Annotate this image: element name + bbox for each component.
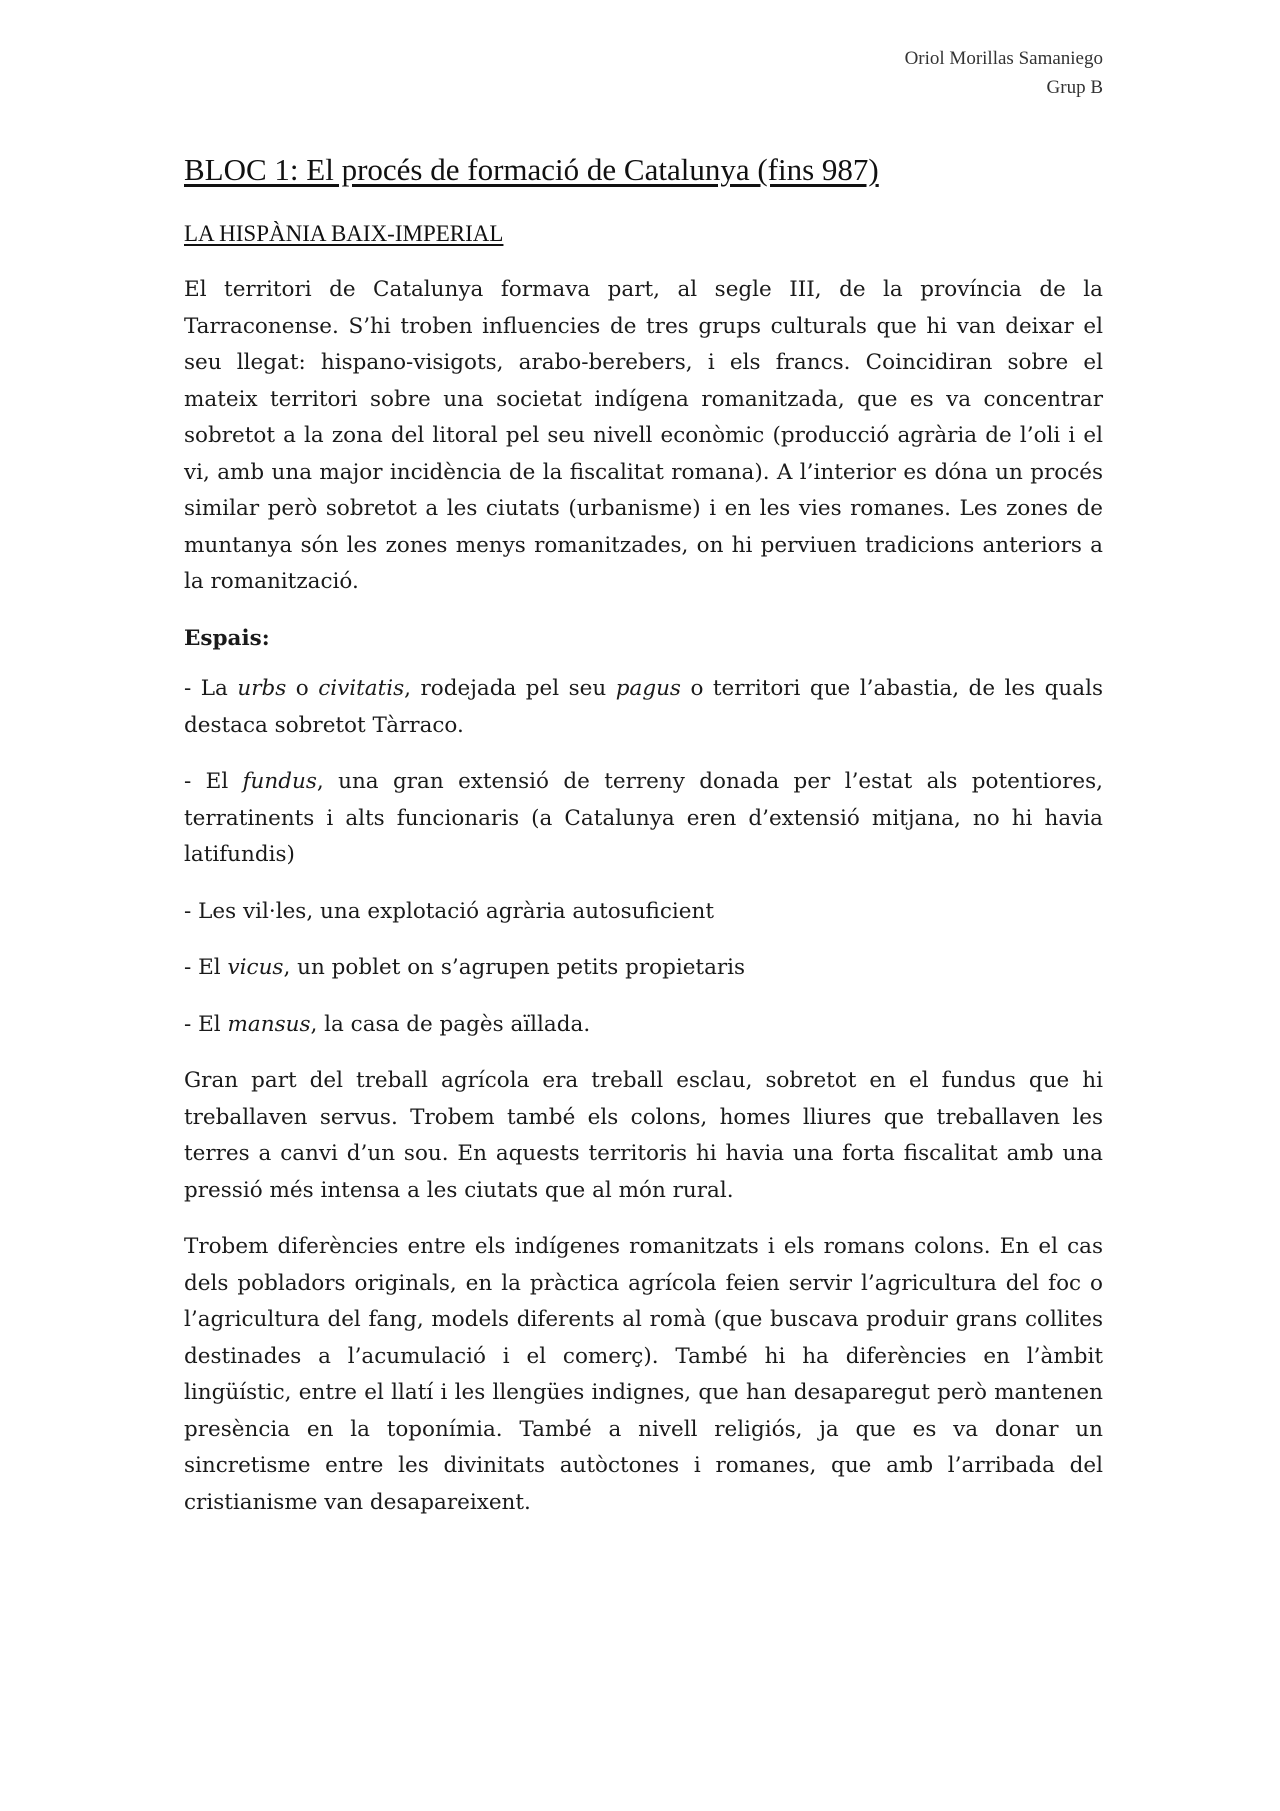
- list-item-villes: - Les vil·les, una explotació agrària autosuficient: [184, 898, 715, 924]
- espais-heading: Espais:: [184, 625, 270, 651]
- term-urbs: urbs: [237, 676, 287, 701]
- item-prefix: - El: [184, 955, 228, 980]
- item-prefix: - El: [184, 769, 243, 794]
- item-prefix: - El: [184, 1011, 228, 1037]
- term-pagus: pagus: [615, 676, 681, 701]
- term-civitatis: civitatis: [318, 676, 405, 701]
- author-name: Oriol Morillas Samaniego: [904, 48, 1103, 69]
- item-prefix: - La: [184, 676, 238, 701]
- item-text: o: [286, 676, 319, 701]
- list-item-fundus: [184, 764, 1103, 874]
- paragraph-diferencies: Trobem diferències entre els indígenes romanitzats i els romans colons. En el cas dels pobladors originals, en la pràctica agrícola feien servir l’agricultura del foc o l’agricultura del fang, models diferents al romà (que buscava produir grans collites destinades a l’acumulació i el comerç). També hi ha diferències en l’àmbit lingüístic, entre el llatí i les llengües indignes, que han desaparegut però mantenen presència en la toponímia. També a nivell religiós, ja que es va donar un sincretisme entre les divinitats autòctones i romanes, que amb l’arribada del cristianisme van desapareixent.: [184, 1234, 1103, 1515]
- intro-paragraph: El territori de Catalunya formava part, al segle III, de la província de la Tarraconense. S’hi troben influencies de tres grups culturals que hi van deixar el seu llegat: hispano-visigots, arabo-berebers, i els francs. Coincidiran sobre el mateix territori sobre una societat indígena romanitzada, que es va concentrar sobretot a la zona del litoral pel seu nivell econòmic (producció agrària de l’oli i el vi, amb una major incidència de la fiscalitat romana). A l’interior es dóna un procés similar però sobretot a les ciutats (urbanisme) i en les vies romanes. Les zones de muntanya són les zones menys romanitzades, on hi perviuen tradicions anteriors a la romanització.: [184, 277, 1103, 594]
- term-fundus: fundus: [242, 769, 317, 794]
- page-header: [905, 44, 1103, 102]
- item-text: , la casa de pagès aïllada.: [310, 1011, 591, 1037]
- document-title: BLOC 1: El procés de formació de Catalunya (fins 987): [184, 152, 879, 187]
- group-label: Grup B: [1046, 77, 1103, 98]
- item-text: , una gran extensió de terreny donada per l’estat als potentiores, terratinents i alts funcionaris (a Catalunya eren d’extensió mitjana, no hi havia latifundis): [184, 769, 1103, 867]
- section-title: LA HISPÀNIA BAIX-IMPERIAL: [184, 221, 504, 246]
- item-text: o territori que l’abastia, de les quals destaca sobretot Tàrraco.: [184, 676, 1104, 738]
- list-item-mansus: [184, 1007, 1103, 1044]
- document-body: [184, 150, 1103, 1541]
- item-text: , rodejada pel seu: [404, 676, 616, 701]
- item-text: , un poblet on s’agrupen petits propietaris: [283, 955, 746, 980]
- term-mansus: mansus: [227, 1011, 311, 1037]
- paragraph-treball: Gran part del treball agrícola era treball esclau, sobretot en el fundus que hi treballaven servus. Trobem també els colons, homes lliures que treballaven les terres a canvi d’un sou. En aquests territoris hi havia una forta fiscalitat amb una pressió més intensa a les ciutats que al món rural.: [184, 1068, 1103, 1203]
- list-item-urbs: [184, 671, 1103, 744]
- term-vicus: vicus: [227, 955, 284, 980]
- list-item-vicus: [184, 950, 1103, 987]
